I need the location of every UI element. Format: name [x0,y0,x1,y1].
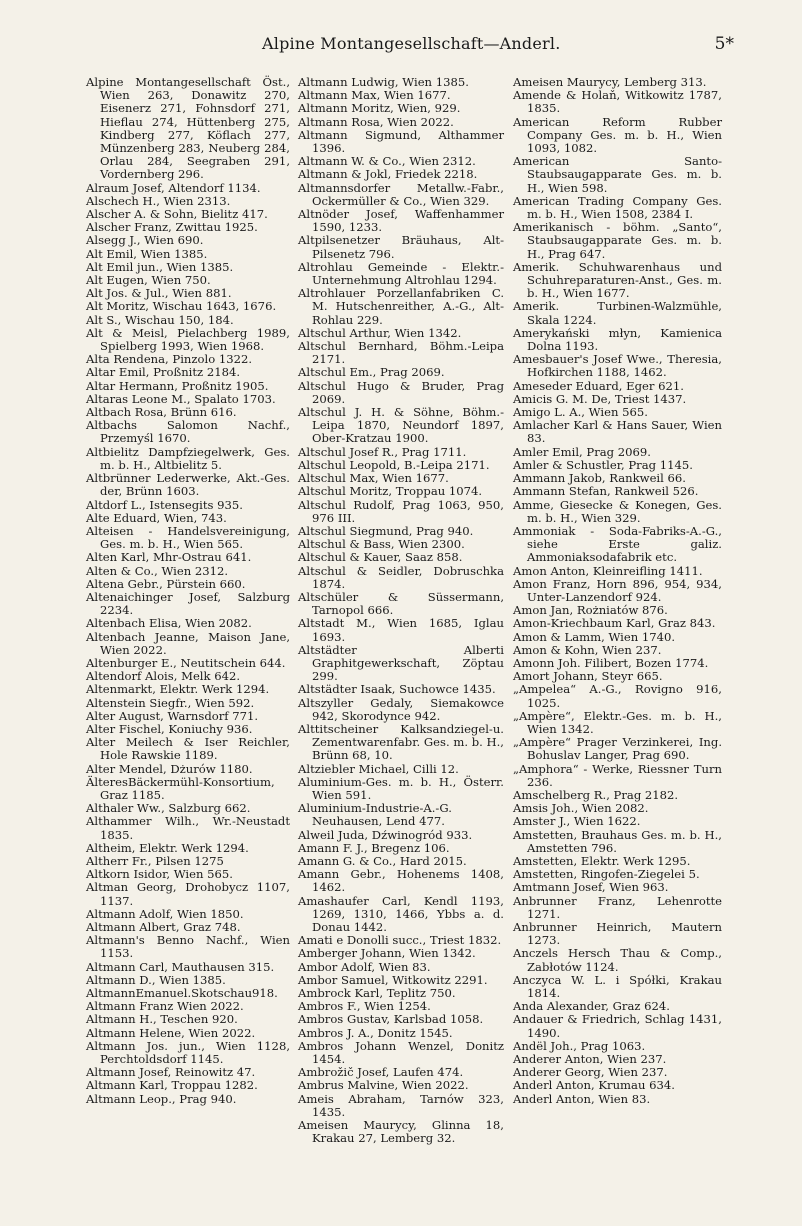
directory-entry: Amerik. Schuhwarenhaus und Schuhreparaturen-Anst., Ges. m. b. H., Wien 1677. [513,259,722,301]
directory-entry: Altmann Jos. jun., Wien 1128, Perchtoldsdorf 1145. [86,1038,290,1067]
directory-entry: Altbielitz Dampfziegelwerk, Ges. m. b. H., Altbielitz 5. [86,444,290,472]
directory-entry: Alpine Montangesellschaft Öst., Wien 263, Donawitz 270, Eisenerz 271, Fohnsdorf 271, Hieflau 274, Hüttenberg 275, Kindberg 277, Köflach 277, Münzenberg 283, Neuberg 284, Orlau 284, Seegraben 291, Vordernberg 296. [86,75,290,182]
directory-entry: Amann G. & Co., Hard 2015. [298,853,467,868]
directory-entry: Altenstein Siegfr., Wien 592. [86,695,255,710]
directory-column-2 [298,76,504,1145]
directory-entry: American Trading Company Ges. m. b. H., Wien 1508, 2384 I. [513,193,722,222]
directory-entry: Altar Emil, Proßnitz 2184. [86,365,241,380]
directory-entry: Ameisen Maurycy, Lemberg 313. [513,75,707,89]
directory-entry: Amonn Joh. Filibert, Bozen 1774. [513,655,709,670]
directory-entry: Altenmarkt, Elektr. Werk 1294. [86,682,270,697]
directory-entry: Altenbach Elisa, Wien 2082. [86,616,252,631]
directory-entry: Anderl Anton, Wien 83. [513,1091,651,1106]
directory-entry: Altmann Sigmund, Althammer 1396. [298,127,504,156]
directory-entry: Altmann Karl, Troppau 1282. [86,1078,258,1093]
directory-entry: Anderl Anton, Krumau 634. [513,1078,675,1093]
directory-entry: Altschul Hugo & Bruder, Prag 2069. [298,378,504,406]
directory-entry: Altbachs Salomon Nachf., Przemyśl 1670. [86,418,290,446]
directory-entry: Altschul Arthur, Wien 1342. [298,325,462,340]
directory-entry: Ameisen Maurycy, Glinna 18, Krakau 27, Lemberg 32. [298,1118,504,1146]
directory-entry: ÄlteresBäckermühl-Konsortium, Graz 1185. [86,774,275,802]
directory-entry: Alt S., Wischau 150, 184. [86,312,234,327]
directory-entry: Alter August, Warnsdorf 771. [86,708,259,723]
directory-entry: Andauer & Friedrich, Schlag 1431, 1490. [513,1012,722,1040]
directory-entry: Amerikanisch - böhm. „Santo“, Staubsaugapparate Ges. m. b. H., Prag 647. [513,220,722,261]
directory-entry: Altenaichinger Josef, Salzburg 2234. [86,589,290,618]
directory-entry: Alschech H., Wien 2313. [86,193,231,208]
directory-entry: Altmann Adolf, Wien 1850. [86,906,244,921]
directory-entry: Altherr Fr., Pilsen 1275 [86,853,224,868]
directory-entry: Altmann D., Wien 1385. [86,972,226,987]
directory-entry: Aluminium-Industrie-A.-G. Neuhausen, Lend 477. [298,801,452,829]
directory-entry: Amann F. J., Bregenz 106. [298,840,450,855]
directory-entry: Altschul & Seidler, Dobruschka 1874. [298,563,504,591]
directory-entry: Altdorf L., Istensegits 935. [86,497,243,512]
directory-entry: Amlacher Karl & Hans Sauer, Wien 83. [513,418,722,446]
directory-entry: Altmann Josef, Reinowitz 47. [86,1065,256,1080]
directory-entry: Amstetten, Ringofen-Ziegelei 5. [513,867,700,882]
directory-entry: Altmann W. & Co., Wien 2312. [298,154,476,169]
directory-entry: Ambrus Malvine, Wien 2022. [298,1078,469,1093]
directory-entry: Amerik. Turbinen-Walzmühle, Skala 1224. [513,299,722,327]
directory-entry: Ameseder Eduard, Eger 621. [513,378,684,393]
directory-entry: Altschul & Kauer, Saaz 858. [298,550,463,565]
directory-entry: Ambrock Karl, Teplitz 750. [298,986,456,1001]
directory-entry: Altmann H., Teschen 920. [86,1012,238,1027]
directory-entry: Alter Fischel, Koniuchy 936. [86,721,253,736]
directory-entry: Amicis G. M. De, Triest 1437. [513,391,687,406]
directory-entry: Anderer Anton, Wien 237. [513,1052,667,1067]
directory-entry: Amtmann Josef, Wien 963. [513,880,669,895]
directory-entry: Amon & Kohn, Wien 237. [513,642,662,657]
directory-entry: Alten Karl, Mhr-Ostrau 641. [86,550,252,565]
directory-entry: Altpilsenetzer Bräuhaus, Alt-Pilsenetz 796. [298,233,504,261]
directory-entry: Altschul Moritz, Troppau 1074. [298,484,483,499]
directory-entry: Altschul Leopold, B.-Leipa 2171. [298,457,490,472]
directory-entry: Altziebler Michael, Cilli 12. [298,761,459,776]
directory-entry: Amerykański młyn, Kamienica Dolna 1193. [513,325,722,354]
directory-entry: Altaras Leone M., Spalato 1703. [86,391,276,406]
directory-entry: Altmann Leop., Prag 940. [86,1091,237,1106]
directory-entry: „Amphora“ - Werke, Riessner Turn 236. [513,761,722,789]
directory-entry: Althaler Ww., Salzburg 662. [86,801,251,816]
directory-entry: Ambros F., Wien 1254. [298,999,431,1014]
directory-entry: American Santo-Staubsaugapparate Ges. m. b. H., Wien 598. [513,154,722,195]
directory-entry: Altstädter Isaak, Suchowce 1435. [298,682,496,697]
directory-entry: Altena Gebr., Pürstein 660. [86,576,246,591]
directory-entry: Altkorn Isidor, Wien 565. [86,867,233,882]
directory-entry: Altmann Ludwig, Wien 1385. [298,75,469,89]
directory-entry: Amon Franz, Horn 896, 954, 934, Unter-Lanzendorf 924. [513,576,722,604]
directory-entry: Altstädter Alberti Graphitgewerkschaft, Zöptau 299. [298,642,504,684]
directory-entry: Altschul Siegmund, Prag 940. [298,523,474,538]
directory-entry: Alter Meilech & Iser Reichler, Hole Rawskie 1189. [86,735,290,763]
directory-entry: Amigo L. A., Wien 565. [513,405,648,420]
directory-entry: Altschul Rudolf, Prag 1063, 950, 976 III. [298,497,504,525]
directory-entry: Amon Jan, Rożniatów 876. [513,603,668,618]
directory-entry: Amon & Lamm, Wien 1740. [513,629,676,644]
directory-entry: Altschul J. H. & Söhne, Böhm.-Leipa 1870, Neundorf 1897, Ober-Kratzau 1900. [298,405,504,446]
directory-entry: Andël Joh., Prag 1063. [513,1038,646,1053]
directory-entry: Alt Emil, Wien 1385. [86,246,208,261]
directory-entry: Alscher Franz, Zwittau 1925. [86,220,258,235]
directory-entry: Anczyca W. L. i Spółki, Krakau 1814. [513,972,722,1001]
directory-entry: Aluminium-Ges. m. b. H., Österr. Wien 591. [298,774,504,802]
directory-entry: Amsis Joh., Wien 2082. [513,801,649,816]
directory-entry: Altszyller Gedaly, Siemakowce 942, Skorodynce 942. [298,695,504,723]
directory-entry: Altschul Bernhard, Böhm.-Leipa 2171. [298,339,504,367]
directory-entry: Altrohlau Gemeinde - Elektr.-Unternehmung Altrohlau 1294. [298,259,504,288]
directory-entry: Alscher A. & Sohn, Bielitz 417. [86,207,268,222]
directory-entry: Alt Eugen, Wien 750. [86,273,211,288]
directory-entry: Althammer Wilh., Wr.-Neustadt 1835. [86,814,290,842]
directory-column-3 [513,76,722,1106]
directory-entry: Amende & Holaň, Witkowitz 1787, 1835. [513,88,722,116]
directory-column-1 [86,76,290,1106]
directory-entry: Altbach Rosa, Brünn 616. [86,405,237,420]
directory-entry: Ameis Abraham, Tarnów 323, 1435. [298,1091,504,1119]
directory-entry: American Reform Rubber Company Ges. m. b. H., Wien 1093, 1082. [513,114,722,156]
directory-entry: Alte Eduard, Wien, 743. [86,510,227,525]
directory-entry: Alta Rendena, Pinzolo 1322. [86,352,253,367]
directory-entry: Altstadt M., Wien 1685, Iglau 1693. [298,616,504,644]
directory-entry: Alt & Meisl, Pielachberg 1989, Spielberg 1993, Wien 1968. [86,325,290,354]
directory-entry: Altmann Moritz, Wien, 929. [298,101,461,116]
directory-entry: Altschüler & Süssermann, Tarnopol 666. [298,589,504,618]
directory-entry: Alt Emil jun., Wien 1385. [86,259,234,274]
directory-entry: Alsegg J., Wien 690. [86,233,204,248]
directory-entry: Altheim, Elektr. Werk 1294. [86,840,249,855]
directory-entry: „Ampère“ Prager Verzinkerei, Ing. Bohuslav Langer, Prag 690. [513,735,722,763]
directory-entry: Altendorf Alois, Melk 642. [86,669,241,684]
directory-entry: Altmann Franz Wien 2022. [86,999,244,1014]
directory-entry: „Ampère“, Elektr.-Ges. m. b. H., Wien 1342. [513,708,722,736]
directory-entry: Ambros J. A., Donitz 1545. [298,1025,453,1040]
directory-entry: Altmann Rosa, Wien 2022. [298,114,454,129]
directory-entry: Amashaufer Carl, Kendl 1193, 1269, 1310, 1466, Ybbs a. d. Donau 1442. [298,893,504,934]
directory-entry: Amesbauer's Josef Wwe., Theresia, Hofkirchen 1188, 1462. [513,352,722,380]
directory-entry: Alraum Josef, Altendorf 1134. [86,180,261,195]
directory-entry: Alttitscheiner Kalksandziegel-u. Zementwarenfabr. Ges. m. b. H., Brünn 68, 10. [298,721,504,763]
directory-entry: Anczels Hersch Thau & Comp., Zabłotów 1124. [513,946,722,974]
directory-entry: Altschul & Bass, Wien 2300. [298,537,465,552]
directory-entry: Ammann Jakob, Rankweil 66. [513,471,686,486]
directory-entry: Amati e Donolli succ., Triest 1832. [298,933,502,948]
directory-entry: Ammoniak - Soda-Fabriks-A.-G., siehe Erste galiz. Ammoniaksodafabrik etc. [513,523,722,565]
directory-entry: Ambros Gustav, Karlsbad 1058. [298,1012,484,1027]
directory-entry: Amort Johann, Steyr 665. [513,669,663,684]
directory-entry: Altnöder Josef, Waffenhammer 1590, 1233. [298,207,504,235]
directory-entry: Altmann's Benno Nachf., Wien 1153. [86,933,290,961]
directory-entry: Amler & Schustler, Prag 1145. [513,457,693,472]
directory-entry: Ambrožič Josef, Laufen 474. [298,1065,464,1080]
directory-entry: Ambor Adolf, Wien 83. [298,959,431,974]
directory-entry: Amme, Giesecke & Konegen, Ges. m. b. H., Wien 329. [513,497,722,525]
directory-entry: Ambor Samuel, Witkowitz 2291. [298,972,488,987]
directory-entry: Alweil Juda, Dźwinogród 933. [298,827,473,842]
page-number: 5* [714,34,734,54]
directory-entry: Altmann Helene, Wien 2022. [86,1025,256,1040]
directory-entry: Amann Gebr., Hohenems 1408, 1462. [298,867,504,895]
directory-entry: „Ampelea“ A.-G., Rovigno 916, 1025. [513,682,722,710]
directory-entry: Altbrünner Lederwerke, Akt.-Ges. der, Brünn 1603. [86,471,290,499]
directory-entry: Anda Alexander, Graz 624. [513,999,670,1014]
directory-entry: Ambros Johann Wenzel, Donitz 1454. [298,1038,504,1067]
directory-entry: Amon-Kriechbaum Karl, Graz 843. [513,616,716,631]
directory-entry: Anderer Georg, Wien 237. [513,1065,668,1080]
directory-entry: Amberger Johann, Wien 1342. [298,946,476,961]
directory-entry: Altmann Albert, Graz 748. [86,920,241,934]
directory-entry: Amler Emil, Prag 2069. [513,444,651,459]
page-header [0,30,802,60]
directory-entry: Alter Mendel, Dżurów 1180. [86,761,253,776]
directory-entry: Altman Georg, Drohobycz 1107, 1137. [86,880,290,908]
directory-entry: Alt Moritz, Wischau 1643, 1676. [86,299,277,314]
directory-entry: Amschelberg R., Prag 2182. [513,787,679,802]
directory-entry: Altmann Carl, Mauthausen 315. [86,959,275,974]
directory-entry: Alten & Co., Wien 2312. [86,563,229,578]
directory-entry: Ammann Stefan, Rankweil 526. [513,484,699,499]
directory-entry: Altschul Max, Wien 1677. [298,471,449,486]
directory-entry: Altenbach Jeanne, Maison Jane, Wien 2022. [86,629,290,657]
directory-entry: Altmann & Jokl, Friedek 2218. [298,167,478,182]
directory-entry: Altrohlauer Porzellanfabriken C. M. Hutschenreither, A.-G., Alt-Rohlau 229. [298,286,504,327]
directory-entry: Altenburger E., Neutitschein 644. [86,655,286,670]
directory-entry: Anbrunner Heinrich, Mautern 1273. [513,920,722,948]
directory-entry: Altar Hermann, Proßnitz 1905. [86,378,269,393]
directory-entry: Alt Jos. & Jul., Wien 881. [86,286,232,301]
directory-entry: Amon Anton, Kleinreifling 1411. [513,563,703,578]
directory-entry: Altmann Max, Wien 1677. [298,88,451,103]
directory-entry: Alteisen - Handelsvereinigung, Ges. m. b. H., Wien 565. [86,523,290,552]
directory-entry: Amstetten, Brauhaus Ges. m. b. H., Amstetten 796. [513,827,722,855]
directory-entry: Anbrunner Franz, Lehenrotte 1271. [513,893,722,921]
directory-entry: Altschul Josef R., Prag 1711. [298,444,467,459]
directory-entry: Amstetten, Elektr. Werk 1295. [513,853,691,868]
running-title: Alpine Montangesellschaft—Anderl. [262,34,561,53]
directory-entry: Amster J., Wien 1622. [513,814,641,829]
directory-entry: AltmannEmanuel.Skotschau918. [86,986,278,1001]
directory-entry: Altmannsdorfer Metallw.-Fabr., Ockermüller & Co., Wien 329. [298,180,504,208]
directory-entry: Altschul Em., Prag 2069. [298,365,445,380]
